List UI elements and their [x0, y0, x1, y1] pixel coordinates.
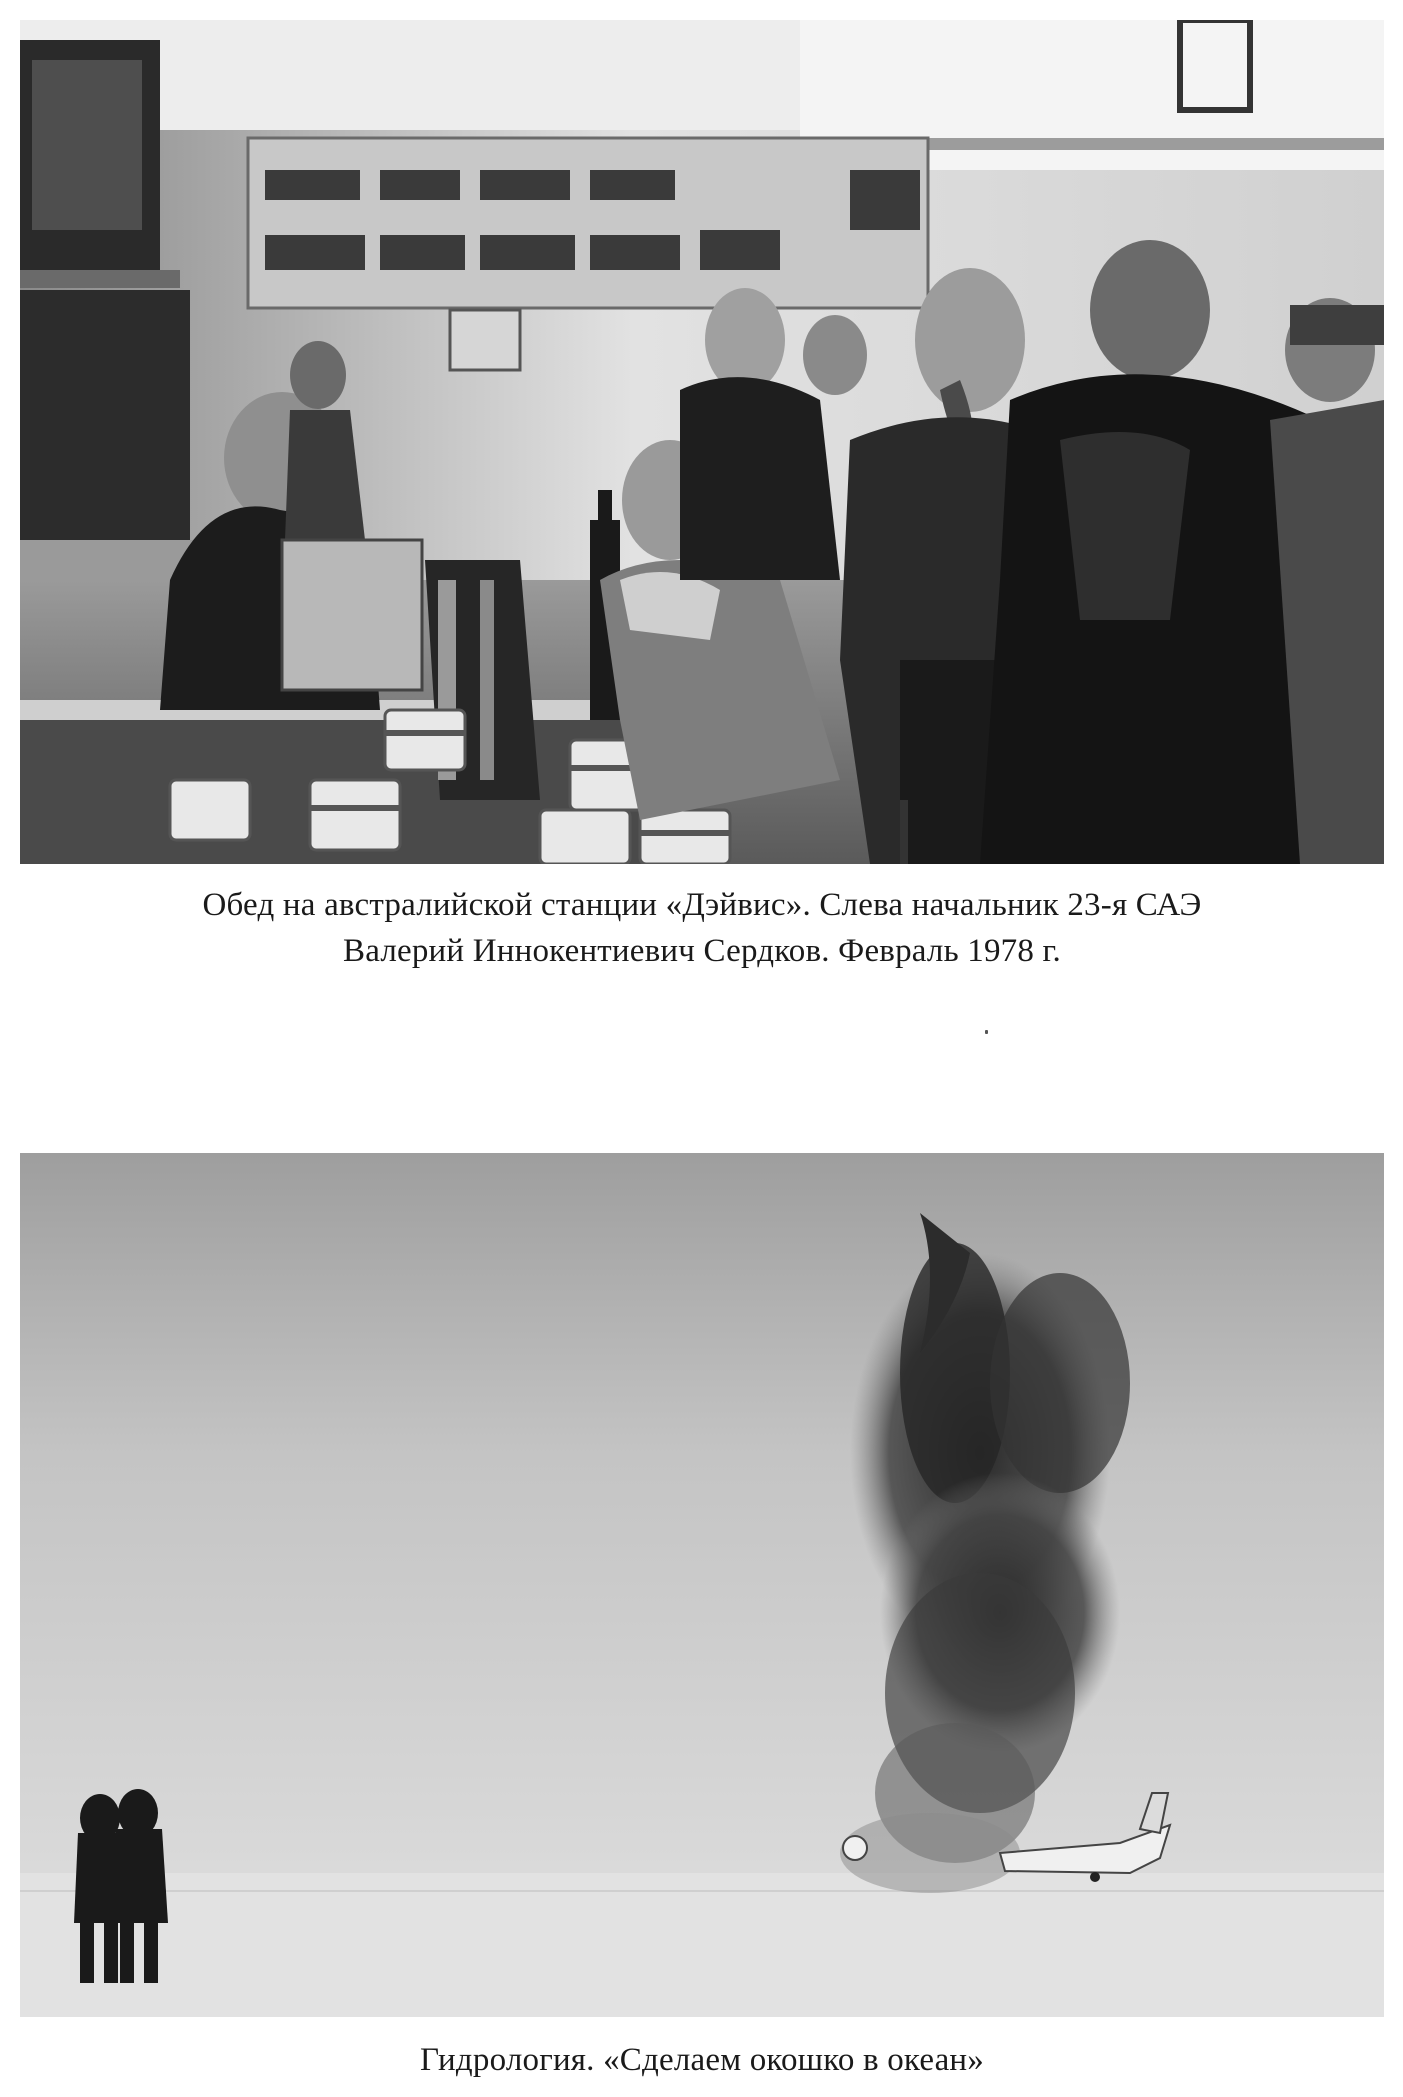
print-speck	[985, 1030, 988, 1034]
caption-top-photo	[20, 882, 1384, 974]
caption-bottom-line-1: Гидрология. «Сделаем окошко в океан»	[420, 2042, 984, 2078]
caption-top-line-1: Обед на австралийской станции «Дэйвис». Слева начальник 23-я САЭ	[202, 887, 1202, 923]
caption-bottom-photo	[20, 2037, 1384, 2083]
dinner-scene-graphic	[20, 20, 1384, 864]
caption-top-line-2: Валерий Иннокентиевич Сердков. Февраль 1978 г.	[343, 933, 1061, 969]
photo-davis-station-dinner	[20, 20, 1384, 864]
photo-hydrology-explosion	[20, 1153, 1384, 2017]
explosion-scene-graphic	[20, 1153, 1384, 2017]
